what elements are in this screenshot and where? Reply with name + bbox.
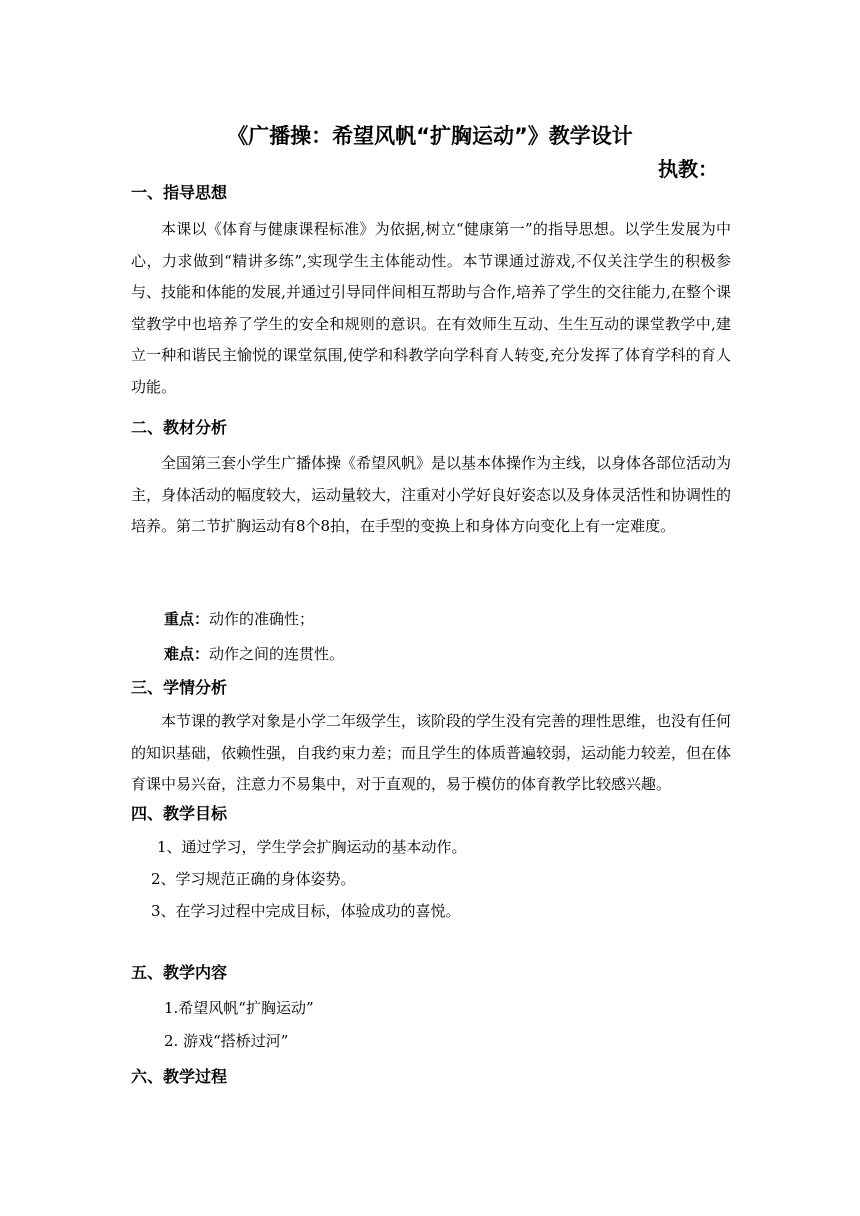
key-point-label: 重点： [164, 610, 210, 628]
section-heading-teaching-process: 六、教学过程 [131, 1067, 228, 1086]
section-heading-teaching-content: 五、教学内容 [131, 963, 228, 982]
section-paragraph-student-analysis: 本节课的教学对象是小学二年级学生，该阶段的学生没有完善的理性思维，也没有任何的知识基础，依赖性强，自我约束力差；而且学生的体质普遍较弱，运动能力较差，但在体育课中易兴奋，注意力不易集中，对于直观的，易于模仿的体育教学比较感兴趣。 [131, 712, 732, 793]
difficult-point-text: 动作之间的连贯性。 [209, 645, 345, 663]
key-point-text: 动作的准确性； [209, 610, 315, 628]
objective-item: 2、学习规范正确的身体姿势。 [151, 870, 356, 888]
document-title: 《广播操：希望风帆“扩胸运动”》教学设计 [227, 124, 633, 148]
section-heading-material-analysis: 二、教材分析 [131, 418, 228, 437]
section-heading-guiding-thought: 一、指导思想 [131, 183, 228, 202]
section-heading-student-analysis: 三、学情分析 [131, 678, 228, 697]
key-point [164, 606, 314, 632]
content-item: 2. 游戏“搭桥过河” [164, 1032, 289, 1050]
content-item: 1.希望风帆“扩胸运动” [164, 999, 314, 1017]
section-heading-teaching-objectives: 四、教学目标 [131, 804, 228, 823]
author-label: 执教： [658, 157, 718, 181]
section-paragraph-material-analysis: 全国第三套小学生广播体操《希望风帆》是以基本体操作为主线，以身体各部位活动为主，身体活动的幅度较大，运动量较大，注重对小学好良好姿态以及身体灵活性和协调性的培养。第二节扩胸运动有8个8拍，在手型的变换上和身体方向变化上有一定难度。 [131, 454, 732, 535]
objective-item: 3、在学习过程中完成目标，体验成功的喜悦。 [151, 902, 461, 920]
difficult-point [164, 641, 344, 667]
section-paragraph-guiding-thought: 本课以《体育与健康课程标准》为依据,树立“健康第一”的指导思想。以学生发展为中心，力求做到“精讲多练”,实现学生主体能动性。本节课通过游戏,不仅关注学生的积极参与、技能和体能的发展,并通过引导同伴间相互帮助与合作,培养了学生的交往能力,在整个课堂教学中也培养了学生的安全和规则的意识。在有效师生互动、生生互动的课堂教学中,建立一种和谐民主愉悦的课堂氛围,使学和科教学向学科育人转变,充分发挥了体育学科的育人功能。 [131, 220, 731, 396]
difficult-point-label: 难点： [164, 645, 210, 663]
objective-item: 1、通过学习，学生学会扩胸运动的基本动作。 [157, 838, 467, 856]
